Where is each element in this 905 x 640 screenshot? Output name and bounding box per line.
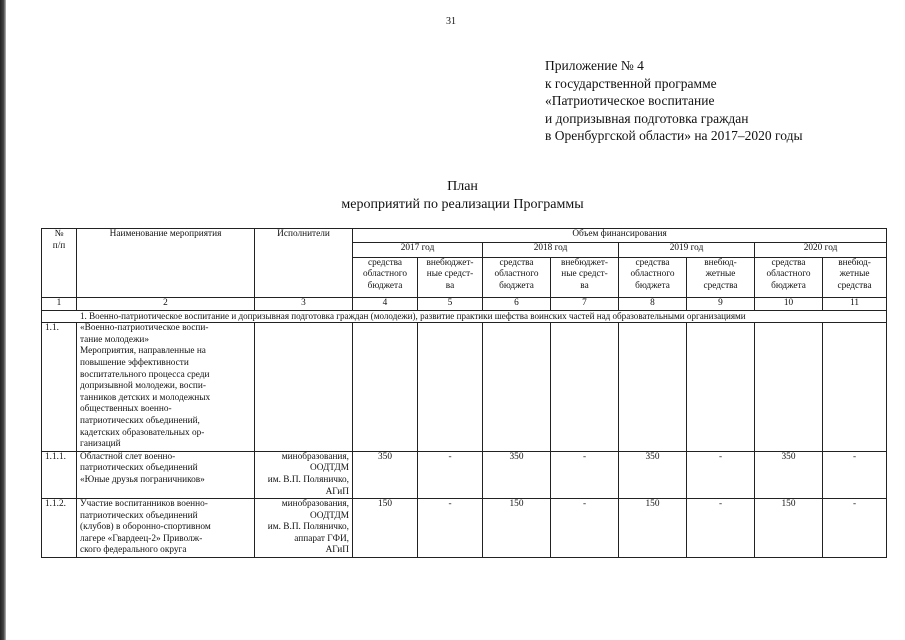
row-value: 150 — [755, 499, 823, 558]
row-value: 350 — [353, 451, 418, 498]
row-name-line: патриотических объединений — [80, 463, 198, 474]
row-name-line: допризывной молодежи, воспи- — [80, 381, 206, 392]
header-source-line: средства — [499, 257, 534, 268]
header-source-line: областного — [766, 269, 811, 280]
header-source-line: бюджета — [771, 280, 806, 291]
header-source-line: средства — [367, 257, 403, 268]
plan-table — [41, 228, 887, 558]
row-value — [551, 323, 619, 452]
header-source-line: средства — [771, 257, 806, 268]
header-source-line: внебюд- — [704, 257, 737, 268]
header-num-line: № — [54, 229, 64, 239]
row-value — [619, 323, 687, 452]
row-value: - — [418, 451, 483, 498]
header-source-line: средства — [703, 280, 738, 291]
row-executor-line: АГиП — [325, 545, 349, 556]
header-num-line: п/п — [52, 240, 66, 251]
column-numbers-row — [42, 298, 887, 311]
row-executors — [255, 323, 353, 452]
header-source-line: жетные — [705, 269, 736, 280]
header-source — [353, 257, 418, 298]
header-source — [755, 257, 823, 298]
row-name-line: (клубов) в оборонно-спортивном — [80, 522, 211, 533]
row-value — [687, 323, 755, 452]
row-name-line: танников детских и молодежных — [80, 392, 211, 403]
row-value: - — [687, 499, 755, 558]
header-num — [42, 229, 77, 298]
row-executor-line: ООДТДМ — [309, 463, 349, 474]
header-source-line: ные средст- — [426, 269, 474, 280]
column-number: 3 — [255, 298, 353, 311]
header-source — [551, 257, 619, 298]
row-name — [77, 499, 255, 558]
column-number: 1 — [42, 298, 77, 311]
row-executor-line: ООДТДМ — [309, 510, 349, 521]
plan-title-line2: мероприятий по реализации Программы — [341, 197, 584, 212]
header-source-line: областного — [363, 269, 407, 280]
row-executor-line: АГиП — [325, 486, 349, 497]
header-source-line: бюджета — [367, 280, 403, 291]
column-number: 8 — [619, 298, 687, 311]
header-source-line: средства — [635, 257, 670, 268]
row-value — [483, 323, 551, 452]
column-number: 11 — [823, 298, 887, 311]
row-value: 150 — [353, 499, 418, 558]
header-source — [823, 257, 887, 298]
appendix-line: к государственной программе — [545, 75, 717, 91]
header-source-line: ва — [580, 280, 589, 291]
row-executors — [255, 451, 353, 498]
header-source-line: внебюджет- — [426, 257, 474, 268]
appendix-block — [545, 57, 803, 145]
row-name — [77, 323, 255, 452]
row-name — [77, 451, 255, 498]
column-number: 2 — [77, 298, 255, 311]
row-number: 1.1.2. — [42, 499, 77, 558]
row-name-line: ганизаций — [80, 439, 121, 450]
table-row — [42, 499, 887, 558]
header-source-line: внебюд- — [838, 257, 871, 268]
header-source-line: областного — [494, 269, 539, 280]
row-name-line: воспитательного процесса среди — [80, 369, 210, 380]
page-number: 31 — [446, 16, 456, 27]
row-value: 350 — [483, 451, 551, 498]
row-value: - — [418, 499, 483, 558]
row-name-line: патриотических объединений — [80, 510, 198, 521]
row-name-line: тание молодежи» — [80, 334, 150, 345]
row-name-line: кадетских образовательных ор- — [80, 427, 205, 438]
plan-title — [0, 178, 905, 214]
header-source-line: жетные — [839, 269, 870, 280]
column-number: 7 — [551, 298, 619, 311]
row-value — [755, 323, 823, 452]
header-source-line: ные средст- — [561, 269, 608, 280]
row-value: 150 — [619, 499, 687, 558]
column-number: 4 — [353, 298, 418, 311]
appendix-line: и допризывная подготовка граждан — [545, 110, 749, 126]
header-executors: Исполнители — [255, 229, 353, 298]
header-source-line: внебюджет- — [560, 257, 608, 268]
row-name-line: Областной слет военно- — [80, 451, 176, 462]
row-value — [353, 323, 418, 452]
header-source-line: средства — [837, 280, 872, 291]
header-source — [483, 257, 551, 298]
row-value: 150 — [483, 499, 551, 558]
header-source — [687, 257, 755, 298]
appendix-line: «Патриотическое воспитание — [545, 93, 715, 108]
row-executor-line: минобразования, — [281, 499, 349, 510]
row-number: 1.1.1. — [42, 451, 77, 498]
row-name-line: Мероприятия, направленные на — [80, 346, 206, 357]
row-executor-line: аппарат ГФИ, — [294, 533, 349, 544]
section-title: 1. Военно-патриотическое воспитание и допризывная подготовка граждан (молодежи), развитие практики шефства воинских частей над образовательными организациями — [42, 310, 887, 323]
header-year-2019: 2019 год — [619, 243, 755, 257]
header-source — [619, 257, 687, 298]
header-source-line: ва — [445, 280, 455, 291]
row-name-line: лагере «Гвардеец-2» Приволж- — [80, 533, 203, 544]
header-source-line: бюджета — [635, 280, 670, 291]
row-number: 1.1. — [42, 323, 77, 452]
row-name-line: «Военно-патриотическое воспи- — [80, 323, 209, 334]
scan-edge — [0, 0, 6, 640]
appendix-line: Приложение № 4 — [545, 58, 644, 73]
row-name-line: «Юные друзья пограничников» — [80, 474, 205, 485]
row-name-line: общественных военно- — [80, 404, 172, 415]
row-executor-line: им. В.П. Поляничко, — [267, 522, 349, 533]
column-number: 9 — [687, 298, 755, 311]
header-name: Наименование мероприятия — [77, 229, 255, 298]
row-value: - — [551, 451, 619, 498]
row-name-line: ского федерального округа — [80, 545, 187, 556]
header-year-2020: 2020 год — [755, 243, 887, 257]
header-year-2017: 2017 год — [353, 243, 483, 257]
row-name-line: Участие воспитанников военно- — [80, 499, 208, 510]
column-number: 6 — [483, 298, 551, 311]
column-number: 10 — [755, 298, 823, 311]
row-executor-line: им. В.П. Поляничко, — [267, 474, 349, 485]
table-row — [42, 451, 887, 498]
header-source — [418, 257, 483, 298]
table-row — [42, 323, 887, 452]
plan-title-line1: План — [447, 179, 478, 194]
row-name-line: повышение эффективности — [80, 357, 189, 368]
appendix-line: в Оренбургской области» на 2017–2020 годы — [545, 128, 803, 143]
row-value — [823, 323, 887, 452]
header-source-line: бюджета — [499, 280, 534, 291]
row-value: - — [687, 451, 755, 498]
row-value: 350 — [619, 451, 687, 498]
header-funding: Объем финансирования — [353, 229, 887, 243]
header-year-2018: 2018 год — [483, 243, 619, 257]
row-name-line: патриотических объединений, — [80, 415, 200, 426]
column-number: 5 — [418, 298, 483, 311]
section-row — [42, 310, 887, 323]
row-value: - — [823, 499, 887, 558]
row-executor-line: минобразования, — [281, 451, 349, 462]
row-value: - — [551, 499, 619, 558]
row-value — [418, 323, 483, 452]
header-source-line: областного — [630, 269, 675, 280]
header-row-funding — [42, 229, 887, 243]
row-executors — [255, 499, 353, 558]
row-value: 350 — [755, 451, 823, 498]
row-value: - — [823, 451, 887, 498]
